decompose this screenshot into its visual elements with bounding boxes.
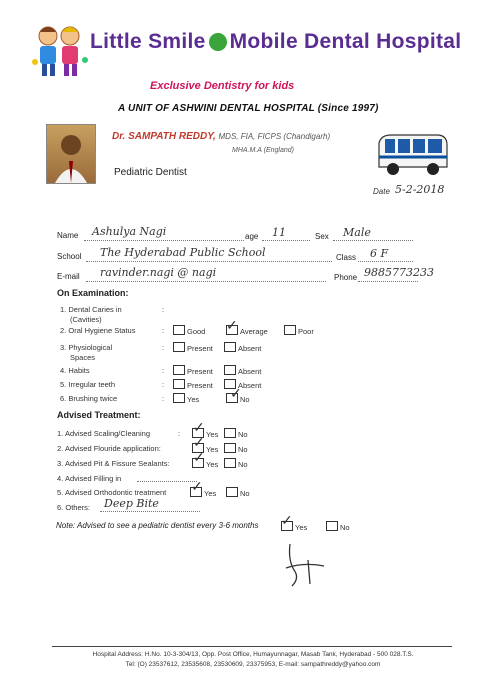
treatment-item-1 bbox=[57, 429, 150, 438]
doctor-photo bbox=[46, 124, 96, 184]
treatment-num-2: 2. bbox=[57, 444, 64, 453]
treatment-num-6: 6. bbox=[57, 503, 64, 512]
option-label: Yes bbox=[204, 489, 217, 498]
footer-contact: Tel: (O) 23537612, 23535608, 23530609, 23375953, E-mail: sampathreddy@yahoo.com bbox=[125, 661, 381, 668]
doctor-name: Dr. SAMPATH REDDY, bbox=[112, 131, 216, 142]
exam-label-3b: Spaces bbox=[70, 353, 96, 362]
exam-colon-2: : bbox=[162, 326, 165, 335]
checkmark-icon: ✓ bbox=[226, 318, 238, 334]
title-part-2: Mobile Dental Hospital bbox=[229, 30, 462, 53]
exam-2-option-poor[interactable] bbox=[284, 325, 314, 336]
school-value: The Hyderabad Public School bbox=[100, 246, 266, 259]
checkmark-icon: ✓ bbox=[281, 513, 293, 529]
checkmark-icon: ✓ bbox=[193, 450, 205, 466]
class-label: Class bbox=[336, 253, 357, 262]
others-line bbox=[100, 511, 200, 512]
checkbox[interactable] bbox=[173, 325, 185, 335]
option-label: No bbox=[238, 460, 248, 469]
checkbox[interactable] bbox=[173, 393, 185, 403]
option-label: No bbox=[240, 489, 250, 498]
doctor-degrees-2: MHA.M.A (England) bbox=[232, 147, 294, 154]
treatment-colon-1: : bbox=[178, 429, 181, 438]
title-part-1: Little Smile bbox=[90, 30, 206, 53]
checkbox[interactable] bbox=[226, 487, 238, 497]
treatment-heading: Advised Treatment: bbox=[57, 410, 141, 420]
option-label: Absent bbox=[238, 367, 262, 376]
option-label: Absent bbox=[238, 381, 262, 390]
signature-icon bbox=[280, 540, 330, 590]
treatment-item-6 bbox=[57, 503, 90, 512]
exam-colon-1: : bbox=[162, 305, 165, 314]
option-label: Yes bbox=[206, 445, 219, 454]
others-value: Deep Bite bbox=[104, 497, 159, 510]
option-label: Yes bbox=[206, 430, 219, 439]
exam-colon-3: : bbox=[162, 343, 165, 352]
footer-address: Hospital Address: H.No. 10-3-304/13, Opp. Post Office, Humayunnagar, Masab Tank, Hyderabad - 500 028.T.S. bbox=[92, 651, 414, 658]
checkbox[interactable] bbox=[224, 365, 236, 375]
exam-num-6: 6. bbox=[60, 394, 67, 403]
option-label: Yes bbox=[187, 395, 200, 404]
filling-line bbox=[137, 481, 197, 482]
option-label: Good bbox=[187, 327, 206, 336]
checkbox[interactable] bbox=[326, 521, 338, 531]
treatment-num-1: 1. bbox=[57, 429, 64, 438]
exam-3-option-present[interactable] bbox=[173, 342, 213, 353]
unit-line: A UNIT OF ASHWINI DENTAL HOSPITAL (Since 1997) bbox=[118, 103, 379, 114]
option-label: Average bbox=[240, 327, 268, 336]
treatment-label-2: Advised Flouride application: bbox=[64, 444, 161, 453]
treatment-label-5: Advised Orthodontic treatment bbox=[64, 488, 167, 497]
exam-6-option-yes[interactable] bbox=[173, 393, 199, 404]
treatment-num-4: 4. bbox=[57, 474, 64, 483]
doctor-degrees: MDS, FIA, FICPS (Chandigarh) bbox=[218, 132, 331, 141]
option-label: Present bbox=[187, 367, 213, 376]
phone-value: 9885773233 bbox=[364, 266, 434, 279]
exam-num-2: 2. bbox=[60, 326, 67, 335]
email-label: E-mail bbox=[57, 272, 80, 281]
hospital-title bbox=[90, 30, 461, 54]
class-line bbox=[358, 261, 413, 262]
option-label: Present bbox=[187, 381, 213, 390]
age-value: 11 bbox=[272, 226, 286, 239]
sex-line bbox=[333, 240, 413, 241]
exam-num-3: 3. bbox=[60, 343, 67, 352]
age-line bbox=[262, 240, 310, 241]
class-value: 6 F bbox=[370, 247, 389, 260]
checkmark-icon: ✓ bbox=[193, 435, 205, 451]
examination-heading: On Examination: bbox=[57, 288, 129, 298]
option-label: Yes bbox=[206, 460, 219, 469]
age-label: age bbox=[245, 232, 259, 241]
checkbox[interactable] bbox=[224, 428, 236, 438]
exam-num-4: 4. bbox=[60, 366, 67, 375]
treatment-5-option-no[interactable] bbox=[226, 487, 250, 498]
kids-logo-icon bbox=[30, 22, 90, 80]
treatment-num-3: 3. bbox=[57, 459, 64, 468]
exam-5-option-present[interactable] bbox=[173, 379, 213, 390]
date-value: 5-2-2018 bbox=[395, 183, 445, 196]
exam-label-1b: (Cavities) bbox=[70, 315, 102, 324]
checkmark-icon: ✓ bbox=[230, 386, 242, 402]
exam-label-1: Dental Caries in bbox=[68, 305, 122, 314]
exam-3-option-absent[interactable] bbox=[224, 342, 261, 353]
option-label: Absent bbox=[238, 344, 262, 353]
treatment-3-option-no[interactable] bbox=[224, 458, 248, 469]
checkbox[interactable] bbox=[224, 342, 236, 352]
checkmark-icon: ✓ bbox=[191, 479, 203, 495]
exam-label-2: Oral Hygiene Status bbox=[68, 326, 136, 335]
name-line bbox=[84, 240, 244, 241]
exam-item-2 bbox=[60, 326, 135, 335]
treatment-label-6: Others: bbox=[65, 503, 90, 512]
exam-label-5: Irregular teeth bbox=[68, 380, 116, 389]
subtitle: Exclusive Dentistry for kids bbox=[150, 80, 295, 92]
footer bbox=[58, 650, 448, 670]
checkbox[interactable] bbox=[173, 342, 185, 352]
exam-item-6 bbox=[60, 394, 117, 403]
option-label: Present bbox=[187, 344, 213, 353]
treatment-item-2 bbox=[57, 444, 161, 453]
treatment-num-5: 5. bbox=[57, 488, 64, 497]
name-label: Name bbox=[57, 231, 79, 240]
checkbox[interactable] bbox=[224, 443, 236, 453]
school-label: School bbox=[57, 252, 82, 261]
option-label: Poor bbox=[298, 327, 314, 336]
treatment-item-5 bbox=[57, 488, 166, 497]
exam-item-1 bbox=[60, 305, 122, 314]
tooth-logo-icon bbox=[209, 33, 227, 51]
doctor-name-line bbox=[112, 131, 330, 142]
phone-label: Phone bbox=[334, 273, 358, 282]
exam-4-option-present[interactable] bbox=[173, 365, 213, 376]
checkbox[interactable] bbox=[173, 379, 185, 389]
mobile-bus-icon bbox=[375, 133, 450, 179]
treatment-2-option-no[interactable] bbox=[224, 443, 248, 454]
exam-item-5 bbox=[60, 380, 115, 389]
exam-item-4 bbox=[60, 366, 90, 375]
treatment-item-4 bbox=[57, 474, 121, 483]
option-label: Yes bbox=[295, 523, 308, 532]
exam-label-4: Habits bbox=[68, 366, 90, 375]
doctor-specialty: Pediatric Dentist bbox=[114, 167, 187, 178]
footer-divider bbox=[52, 646, 452, 647]
email-value: ravinder.nagi @ nagi bbox=[100, 266, 217, 279]
exam-colon-6: : bbox=[162, 394, 165, 403]
exam-2-option-good[interactable] bbox=[173, 325, 205, 336]
option-label: No bbox=[238, 430, 248, 439]
exam-label-6: Brushing twice bbox=[68, 394, 118, 403]
exam-colon-5: : bbox=[162, 380, 165, 389]
sex-label: Sex bbox=[315, 232, 329, 241]
treatment-label-1: Advised Scaling/Cleaning bbox=[64, 429, 150, 438]
email-line bbox=[86, 281, 326, 282]
checkbox[interactable] bbox=[173, 365, 185, 375]
exam-label-3: Physiological bbox=[68, 343, 113, 352]
date-label: Date bbox=[373, 187, 390, 196]
exam-item-3 bbox=[60, 343, 112, 352]
exam-colon-4: : bbox=[162, 366, 165, 375]
option-label: No bbox=[238, 445, 248, 454]
name-value: Ashulya Nagi bbox=[92, 225, 167, 238]
note-text: Note: Advised to see a pediatric dentist every 3-6 months bbox=[56, 521, 259, 530]
treatment-1-option-no[interactable] bbox=[224, 428, 248, 439]
note-option-no[interactable] bbox=[326, 521, 350, 532]
treatment-item-3 bbox=[57, 459, 170, 468]
school-line bbox=[86, 261, 332, 262]
exam-4-option-absent[interactable] bbox=[224, 365, 261, 376]
treatment-label-4: Advised Filling in bbox=[64, 474, 122, 483]
option-label: No bbox=[240, 395, 250, 404]
sex-value: Male bbox=[343, 226, 371, 239]
checkmark-icon: ✓ bbox=[193, 420, 205, 436]
treatment-label-3: Advised Pit & Fissure Sealants: bbox=[64, 459, 170, 468]
checkbox[interactable] bbox=[284, 325, 296, 335]
exam-num-5: 5. bbox=[60, 380, 67, 389]
phone-line bbox=[358, 281, 418, 282]
exam-num-1: 1. bbox=[60, 305, 67, 314]
option-label: No bbox=[340, 523, 350, 532]
checkbox[interactable] bbox=[224, 458, 236, 468]
